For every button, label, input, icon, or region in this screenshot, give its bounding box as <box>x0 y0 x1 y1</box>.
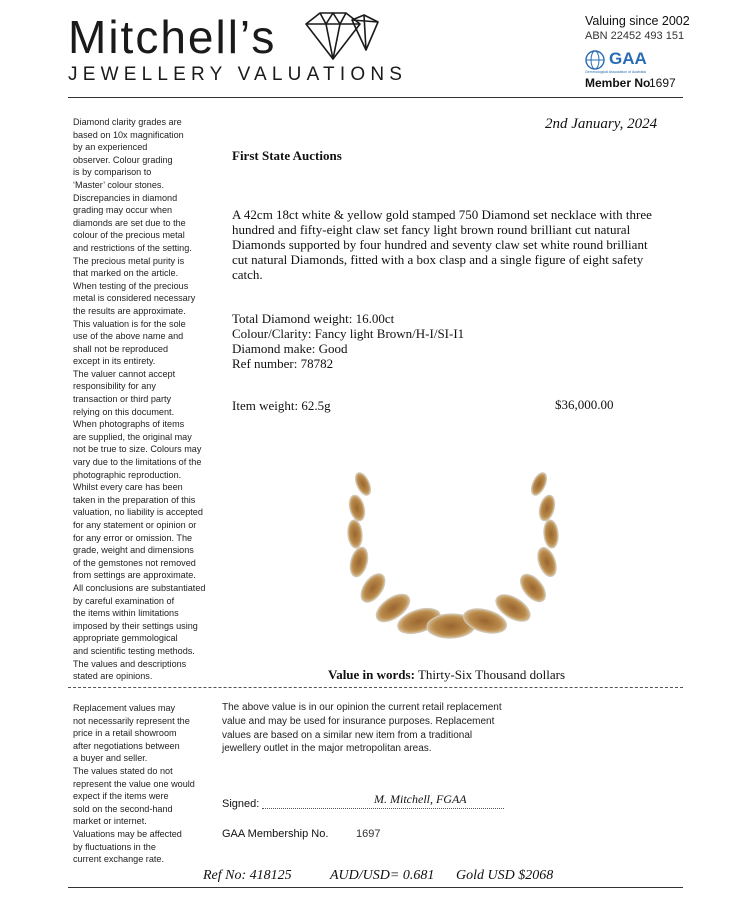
disclaimer-line: by careful examination of <box>73 595 175 606</box>
disclaimer-line: grade, weight and dimensions <box>73 545 194 556</box>
replacement-note-line: not necessarily represent the <box>73 715 190 726</box>
abn-number: ABN 22452 493 151 <box>585 30 685 42</box>
disclaimer-line: the items within limitations <box>73 608 179 619</box>
disclaimer-line: appropriate gemmological <box>73 633 178 644</box>
disclaimer-line: except in its entirety. <box>73 356 156 367</box>
disclaimer-line: Diamond clarity grades are <box>73 117 182 127</box>
replacement-note-line: price in a retail showroom <box>73 728 177 739</box>
disclaimer-line: The precious metal purity is <box>73 255 185 266</box>
gaa-membership-number: 1697 <box>356 828 381 840</box>
ref-number: Ref number: 78782 <box>232 356 334 371</box>
disclaimer-line: vary due to the limitations of the <box>73 457 202 468</box>
disclaimer-line: valuation, no liability is accepted <box>73 507 203 518</box>
signed-label: Signed: <box>222 798 260 810</box>
footer-exchange-rate: AUD/USD= 0.681 <box>330 868 435 883</box>
footer-ref: Ref No: 418125 <box>203 868 292 883</box>
disclaimer-line: relying on this document. <box>73 406 175 417</box>
replacement-note-line: Replacement values may <box>73 703 176 713</box>
header-divider <box>68 97 683 98</box>
disclaimer-line: grading may occur when <box>73 205 173 216</box>
disclaimer-line: not be true to size. Colours may <box>73 444 202 455</box>
signature-line <box>262 808 504 809</box>
disclaimer-line: from settings are approximate. <box>73 570 196 581</box>
disclaimer-line: observer. Colour grading <box>73 154 173 165</box>
diamond-logo-icon <box>302 10 382 62</box>
diamond-make: Diamond make: Good <box>232 341 348 356</box>
replacement-notes <box>73 702 213 866</box>
disclaimer-line: responsibility for any <box>73 381 156 392</box>
diamond-details <box>232 311 464 371</box>
disclaimer-line: Discrepancies in diamond <box>73 192 178 203</box>
replacement-statement: The above value is in our opinion the current retail replacement value and may be used for insurance purposes. Replacement values are based on a similar new item from a traditional jewellery outlet in the major metropolitan areas. <box>222 702 502 755</box>
valuing-since: Valuing since 2002 <box>585 14 690 28</box>
valuation-date: 2nd January, 2024 <box>545 116 658 132</box>
value-in-words-text: Thirty-Six Thousand dollars <box>417 667 566 682</box>
disclaimer-line: photographic reproduction. <box>73 469 182 480</box>
disclaimer-line: use of the above name and <box>73 331 184 342</box>
gaa-membership-label: GAA Membership No. <box>222 828 329 840</box>
replacement-note-line: current exchange rate. <box>73 854 164 865</box>
footer-gold-price: Gold USD $2068 <box>456 868 554 883</box>
gaa-logo-text: GAA <box>609 49 647 68</box>
replacement-note-line: represent the value one would <box>73 778 195 789</box>
footer-divider <box>68 887 683 888</box>
valuation-amount: $36,000.00 <box>555 397 614 412</box>
disclaimer-line: This valuation is for the sole <box>73 318 186 329</box>
brand-name: Mitchell’s <box>68 11 277 63</box>
value-in-words <box>328 667 565 683</box>
necklace-photo <box>335 470 575 655</box>
disclaimer-line: When testing of the precious <box>73 280 189 291</box>
disclaimer-line: metal is considered necessary <box>73 293 196 304</box>
disclaimer-line: for any statement or opinion or <box>73 520 197 530</box>
signature-name: M. Mitchell, FGAA <box>374 792 467 806</box>
replacement-note-line: expect if the items were <box>73 791 169 802</box>
disclaimer-line: The valuer cannot accept <box>73 368 176 379</box>
recipient-name: First State Auctions <box>232 148 342 163</box>
replacement-note-line: by fluctuations in the <box>73 841 156 852</box>
replacement-note-line: The values stated do not <box>73 765 173 776</box>
value-in-words-label: Value in words: <box>328 667 415 682</box>
section-divider <box>68 687 683 688</box>
disclaimer-line: that marked on the article. <box>73 268 179 279</box>
disclaimer-notes <box>73 116 213 683</box>
disclaimer-line: and restrictions of the setting. <box>73 242 192 253</box>
disclaimer-line: based on 10x magnification <box>73 129 184 140</box>
brand-subtitle: JEWELLERY VALUATIONS <box>68 64 408 85</box>
disclaimer-line: imposed by their settings using <box>73 620 198 631</box>
disclaimer-line: ‘Master’ colour stones. <box>73 179 164 190</box>
disclaimer-line: Whilst every care has been <box>73 482 183 493</box>
replacement-note-line: a buyer and seller. <box>73 753 148 764</box>
disclaimer-line: taken in the preparation of this <box>73 494 196 505</box>
member-label: Member No <box>585 76 651 90</box>
disclaimer-line: diamonds are set due to the <box>73 217 186 228</box>
item-weight: Item weight: 62.5g <box>232 398 331 413</box>
disclaimer-line: are supplied, the original may <box>73 431 192 442</box>
disclaimer-line: transaction or third party <box>73 394 172 405</box>
gaa-globe-icon <box>585 50 605 70</box>
disclaimer-line: When photographs of items <box>73 419 185 430</box>
replacement-note-line: after negotiations between <box>73 740 180 751</box>
disclaimer-line: by an experienced <box>73 142 148 153</box>
disclaimer-line: and scientific testing methods. <box>73 645 195 656</box>
disclaimer-line: for any error or omission. The <box>73 532 193 543</box>
replacement-note-line: sold on the second-hand <box>73 803 173 814</box>
item-description: A 42cm 18ct white & yellow gold stamped 750 Diamond set necklace with three hundred and fifty-eight claw set fancy light brown round brilliant cut natural Diamonds supported by four hundred and seventy claw set white round brilliant cut natural Diamonds, fitted with a box clasp and a single figure of eight safety catch. <box>232 207 652 282</box>
replacement-note-line: market or internet. <box>73 816 147 827</box>
disclaimer-line: stated are opinions. <box>73 671 153 682</box>
disclaimer-line: colour of the precious metal <box>73 230 185 241</box>
member-number: 1697 <box>649 76 676 90</box>
gaa-logo-subtext: Gemmological Association of Australia <box>585 70 646 74</box>
disclaimer-line: the results are approximate. <box>73 305 186 316</box>
disclaimer-line: is by comparison to <box>73 167 152 178</box>
total-diamond-weight: Total Diamond weight: 16.00ct <box>232 311 395 326</box>
colour-clarity: Colour/Clarity: Fancy light Brown/H-I/SI-I1 <box>232 326 465 341</box>
disclaimer-line: of the gemstones not removed <box>73 557 196 568</box>
disclaimer-line: The values and descriptions <box>73 658 187 669</box>
disclaimer-line: shall not be reproduced <box>73 343 169 354</box>
disclaimer-line: All conclusions are substantiated <box>73 582 206 593</box>
replacement-note-line: Valuations may be affected <box>73 828 182 839</box>
